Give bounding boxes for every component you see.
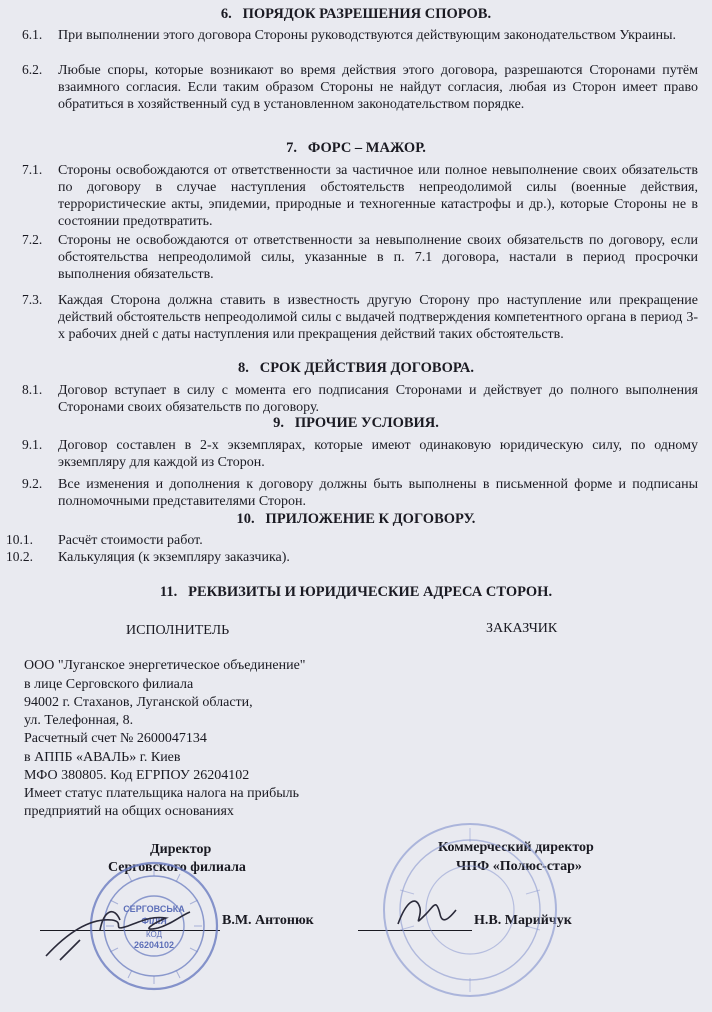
clause-number: 10.1. <box>6 532 33 547</box>
clause-text: При выполнении этого договора Стороны руководствуются действующим законодательством Украины. <box>58 28 676 43</box>
clause-number: 9.1. <box>22 437 43 452</box>
clause-text: Каждая Сторона должна ставить в известность другую Сторону про наступление или прекращение действий обстоятельств непреодолимой силы с выдачей подтверждения компетентного органа в период 3-х рабочих дней с даты наступления или прекращения действий таких обстоятельств. <box>58 293 698 342</box>
clause-text: Стороны не освобождаются от ответственности за невыполнение своих обязательств по договору, если обстоятельства непреодолимой силы, указанные в п. 7.1 договора, настали в период просрочки выполнения обязательств. <box>58 233 698 282</box>
left-signer-name: В.М. Антонюк <box>222 913 314 928</box>
stamp-center-text: ФІЛІЯ <box>141 916 167 926</box>
customer-label: ЗАКАЗЧИК <box>486 621 558 636</box>
section-7-heading: 7. ФОРС – МАЖОР. <box>286 140 426 156</box>
clause-number: 6.1. <box>22 27 43 42</box>
right-signer-company: ЧПФ «Полюс-стар» <box>456 859 582 874</box>
section-11-heading: 11. РЕКВИЗИТЫ И ЮРИДИЧЕСКИЕ АДРЕСА СТОРОН. <box>159 584 553 600</box>
clause-text: Любые споры, которые возникают во время действия этого договора, разрешаются Сторонами путём взаимного согласия. Если таким образом Стороны не найдут согласия, любая из Сторон имеет право обратиться в хозяйственный суд в установленном законодательством порядке. <box>58 63 698 112</box>
clause-number: 7.2. <box>22 232 43 247</box>
clause-number: 7.1. <box>22 162 43 177</box>
executor-detail: ООО "Луганское энергетическое объединение" <box>24 658 306 673</box>
clause-text: Договор составлен в 2-х экземплярах, которые имеют одинаковую юридическую силу, по одному экземпляру для каждой из Сторон. <box>58 438 698 470</box>
clause-text: Договор вступает в силу с момента его подписания Сторонами и действует до полного выполнения Сторонами своих обязательств по договору. <box>58 383 698 415</box>
section-8-heading: 8. СРОК ДЕЙСТВИЯ ДОГОВОРА. <box>238 360 474 376</box>
stamp-center-text: СЕРГОВСЬКА <box>123 904 185 914</box>
clause-text: Калькуляция (к экземпляру заказчика). <box>58 550 290 565</box>
left-signer-title: Директор <box>150 842 212 857</box>
executor-detail: в лице Серговского филиала <box>24 677 194 692</box>
executor-detail: МФО 380805. Код ЕГРПОУ 26204102 <box>24 768 250 783</box>
stamp-center-text: 26204102 <box>133 940 175 950</box>
section-10-heading: 10. ПРИЛОЖЕНИЕ К ДОГОВОРУ. <box>236 511 476 527</box>
executor-detail: Расчетный счет № 2600047134 <box>24 731 207 746</box>
left-handwritten-signature <box>40 890 200 970</box>
clause-text: Расчёт стоимости работ. <box>58 533 203 548</box>
executor-detail: в АППБ «АВАЛЬ» г. Киев <box>24 750 181 765</box>
clause-number: 9.2. <box>22 476 43 491</box>
executor-detail: Имеет статус плательщика налога на прибыль <box>24 786 299 801</box>
clause-number: 10.2. <box>6 549 33 564</box>
executor-detail: ул. Телефонная, 8. <box>24 713 134 728</box>
clause-number: 8.1. <box>22 382 43 397</box>
right-handwritten-signature <box>392 884 462 944</box>
executor-detail: предприятий на общих основаниях <box>24 804 234 819</box>
right-signer-title: Коммерческий директор <box>438 840 594 855</box>
clause-text: Стороны освобождаются от ответственности за частичное или полное невыполнение своих обязательств по договору в случае наступления обстоятельств непреодолимой силы (военные действия, террористические акты, эпидемии, природные и техногенные катастрофы и др.), которые Стороны не в состоянии предотвратить. <box>58 163 698 229</box>
section-6-heading: 6. ПОРЯДОК РАЗРЕШЕНИЯ СПОРОВ. <box>220 6 492 22</box>
executor-detail: 94002 г. Стаханов, Луганской области, <box>24 695 253 710</box>
executor-label: ИСПОЛНИТЕЛЬ <box>126 623 230 638</box>
section-9-heading: 9. ПРОЧИЕ УСЛОВИЯ. <box>273 415 439 431</box>
clause-number: 6.2. <box>22 62 43 77</box>
clause-number: 7.3. <box>22 292 43 307</box>
stamp-center-text: КОД <box>145 930 163 939</box>
clause-text: Все изменения и дополнения к договору должны быть выполнены в письменной форме и подписаны полномочными представителями Сторон. <box>58 477 698 509</box>
right-signer-name: Н.В. Марийчук <box>474 913 572 928</box>
left-signer-branch: Серговского филиала <box>108 860 246 875</box>
